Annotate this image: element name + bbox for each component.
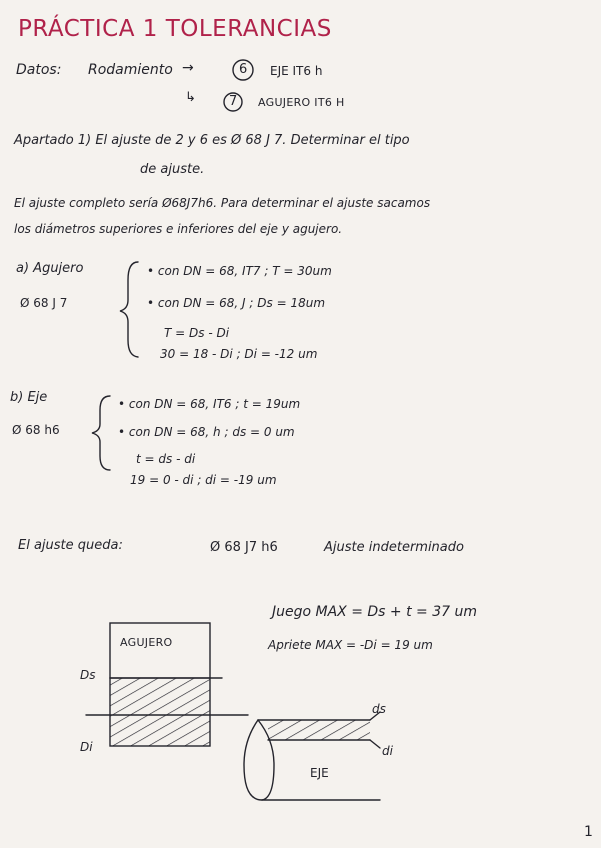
section-a-line-2: • con DN = 68, J ; Ds = 18um [147,296,326,310]
page-title: PRÁCTICA 1 TOLERANCIAS [18,16,332,42]
section-b-sub: Ø 68 h6 [12,423,60,437]
section-b-line-2: • con DN = 68, h ; ds = 0 um [118,425,295,439]
page-number: 1 [584,824,593,840]
diagram-agujero-label: AGUJERO [120,636,173,649]
diagram-Ds-label: Ds [80,668,96,682]
brace-a-icon [120,262,138,357]
apartado-line-2: de ajuste. [140,162,205,177]
eje-tolerance-zone [268,720,370,740]
circle-7-label: 7 [229,94,238,109]
circle-6-label: 6 [239,62,248,77]
diagram-eje-label: EJE [310,766,329,780]
section-a-line-1: • con DN = 68, IT7 ; T = 30um [147,264,332,278]
section-b-label: b) Eje [10,390,48,405]
intro-line-2: los diámetros superiores e inferiores del eje y agujero. [14,222,343,236]
datos-eje: EJE IT6 h [270,64,323,78]
juego-max: Juego MAX = Ds + t = 37 um [272,604,477,620]
result-type: Ajuste indeterminado [324,540,464,555]
section-a-line-4: 30 = 18 - Di ; Di = -12 um [160,347,318,361]
section-a-sub: Ø 68 J 7 [20,296,68,310]
result-label: El ajuste queda: [18,538,123,553]
diagram-di-label: di [382,744,393,758]
diagram-Di-label: Di [80,740,93,754]
circle-6-icon [233,60,253,80]
hook-arrow-icon: ↳ [185,90,196,105]
section-a-line-3: T = Ds - Di [164,326,230,340]
intro-line-1: El ajuste completo sería Ø68J7h6. Para determinar el ajuste sacamos [14,196,431,210]
agujero-tolerance-zone [110,678,210,746]
section-b-line-4: 19 = 0 - di ; di = -19 um [130,473,277,487]
datos-label: Datos: [16,62,62,78]
circle-7-icon [224,93,242,111]
section-a-label: a) Agujero [16,261,84,276]
brace-b-icon [92,396,110,470]
arrow-right-icon: → [182,60,194,76]
section-b-line-3: t = ds - di [136,452,196,466]
datos-rodamiento: Rodamiento [88,62,173,78]
agujero-outline [110,623,210,678]
apartado-line-1: Apartado 1) El ajuste de 2 y 6 es Ø 68 J 7. Determinar el tipo [14,133,410,148]
datos-agujero: AGUJERO IT6 H [258,96,345,109]
result-value: Ø 68 J7 h6 [210,540,278,555]
section-b-line-1: • con DN = 68, IT6 ; t = 19um [118,397,301,411]
apriete-max: Apriete MAX = -Di = 19 um [268,638,433,652]
diagram-ds-label: ds [372,702,386,716]
